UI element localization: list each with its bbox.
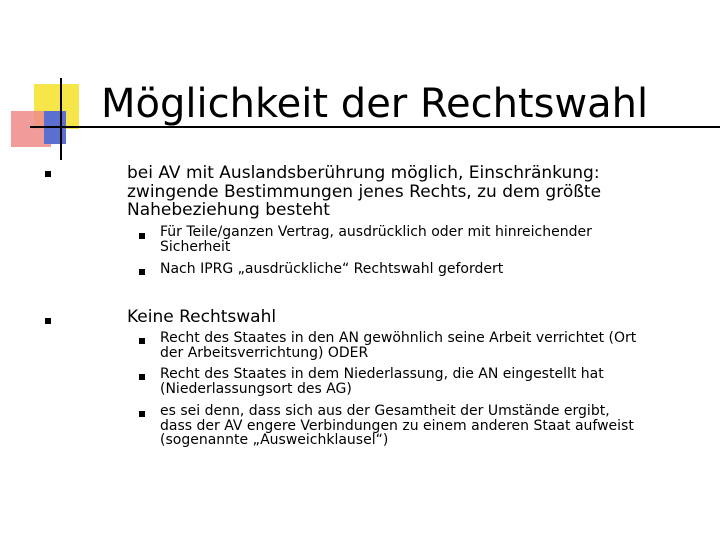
bullet-2-sub-3-text	[160, 404, 634, 448]
bullet-2-line-1: Keine Rechtswahl	[127, 307, 277, 327]
sub-bullet-marker	[139, 269, 145, 275]
bullet-1-sub-2-text	[160, 262, 503, 277]
bullet-2-sub-3-line-2: dass der AV engere Verbindungen zu einem anderen Staat aufweist	[160, 417, 634, 434]
bullet-2-sub-2-text	[160, 367, 604, 396]
bullet-1-sub-2-line-1: Nach IPRG „ausdrückliche“ Rechtswahl gefordert	[160, 261, 504, 277]
slide-title: Möglichkeit der Rechtswahl	[101, 81, 649, 127]
bullet-2-sub-1-text	[160, 331, 636, 360]
bullet-2-sub-3-line-3: (sogenannte „Ausweichklausel“)	[160, 432, 389, 448]
bullet-2-sub-1-line-2: der Arbeitsverrichtung) ODER	[160, 344, 369, 361]
bullet-2-sub-2-line-2: (Niederlassungsort des AG)	[160, 380, 352, 397]
bullet-2-sub-2-line-1: Recht des Staates in dem Niederlassung, die AN eingestellt hat	[160, 366, 604, 382]
bullet-2-sub-3-line-1: es sei denn, dass sich aus der Gesamtheit der Umstände ergibt,	[160, 403, 610, 419]
sub-bullet-marker	[139, 411, 145, 417]
bullet-1-text	[127, 164, 601, 220]
sub-bullet-marker	[139, 374, 145, 380]
title-decoration-vertical-line	[60, 78, 62, 160]
bullet-marker	[45, 318, 51, 324]
bullet-1-line-1: bei AV mit Auslandsberührung möglich, Einschränkung:	[127, 163, 600, 183]
bullet-2-text	[127, 308, 276, 327]
bullet-1-sub-1-text	[160, 225, 592, 254]
bullet-1-sub-1-line-2: Sicherheit	[160, 238, 231, 255]
bullet-marker	[45, 171, 51, 177]
bullet-1-line-2: zwingende Bestimmungen jenes Rechts, zu dem größte	[127, 181, 602, 202]
bullet-1-sub-1-line-1: Für Teile/ganzen Vertrag, ausdrücklich oder mit hinreichender	[160, 224, 592, 240]
bullet-2-sub-1-line-1: Recht des Staates in den AN gewöhnlich seine Arbeit verrichtet (Ort	[160, 330, 637, 346]
sub-bullet-marker	[139, 233, 145, 239]
bullet-1-line-3: Nahebeziehung besteht	[127, 200, 330, 220]
sub-bullet-marker	[139, 338, 145, 344]
